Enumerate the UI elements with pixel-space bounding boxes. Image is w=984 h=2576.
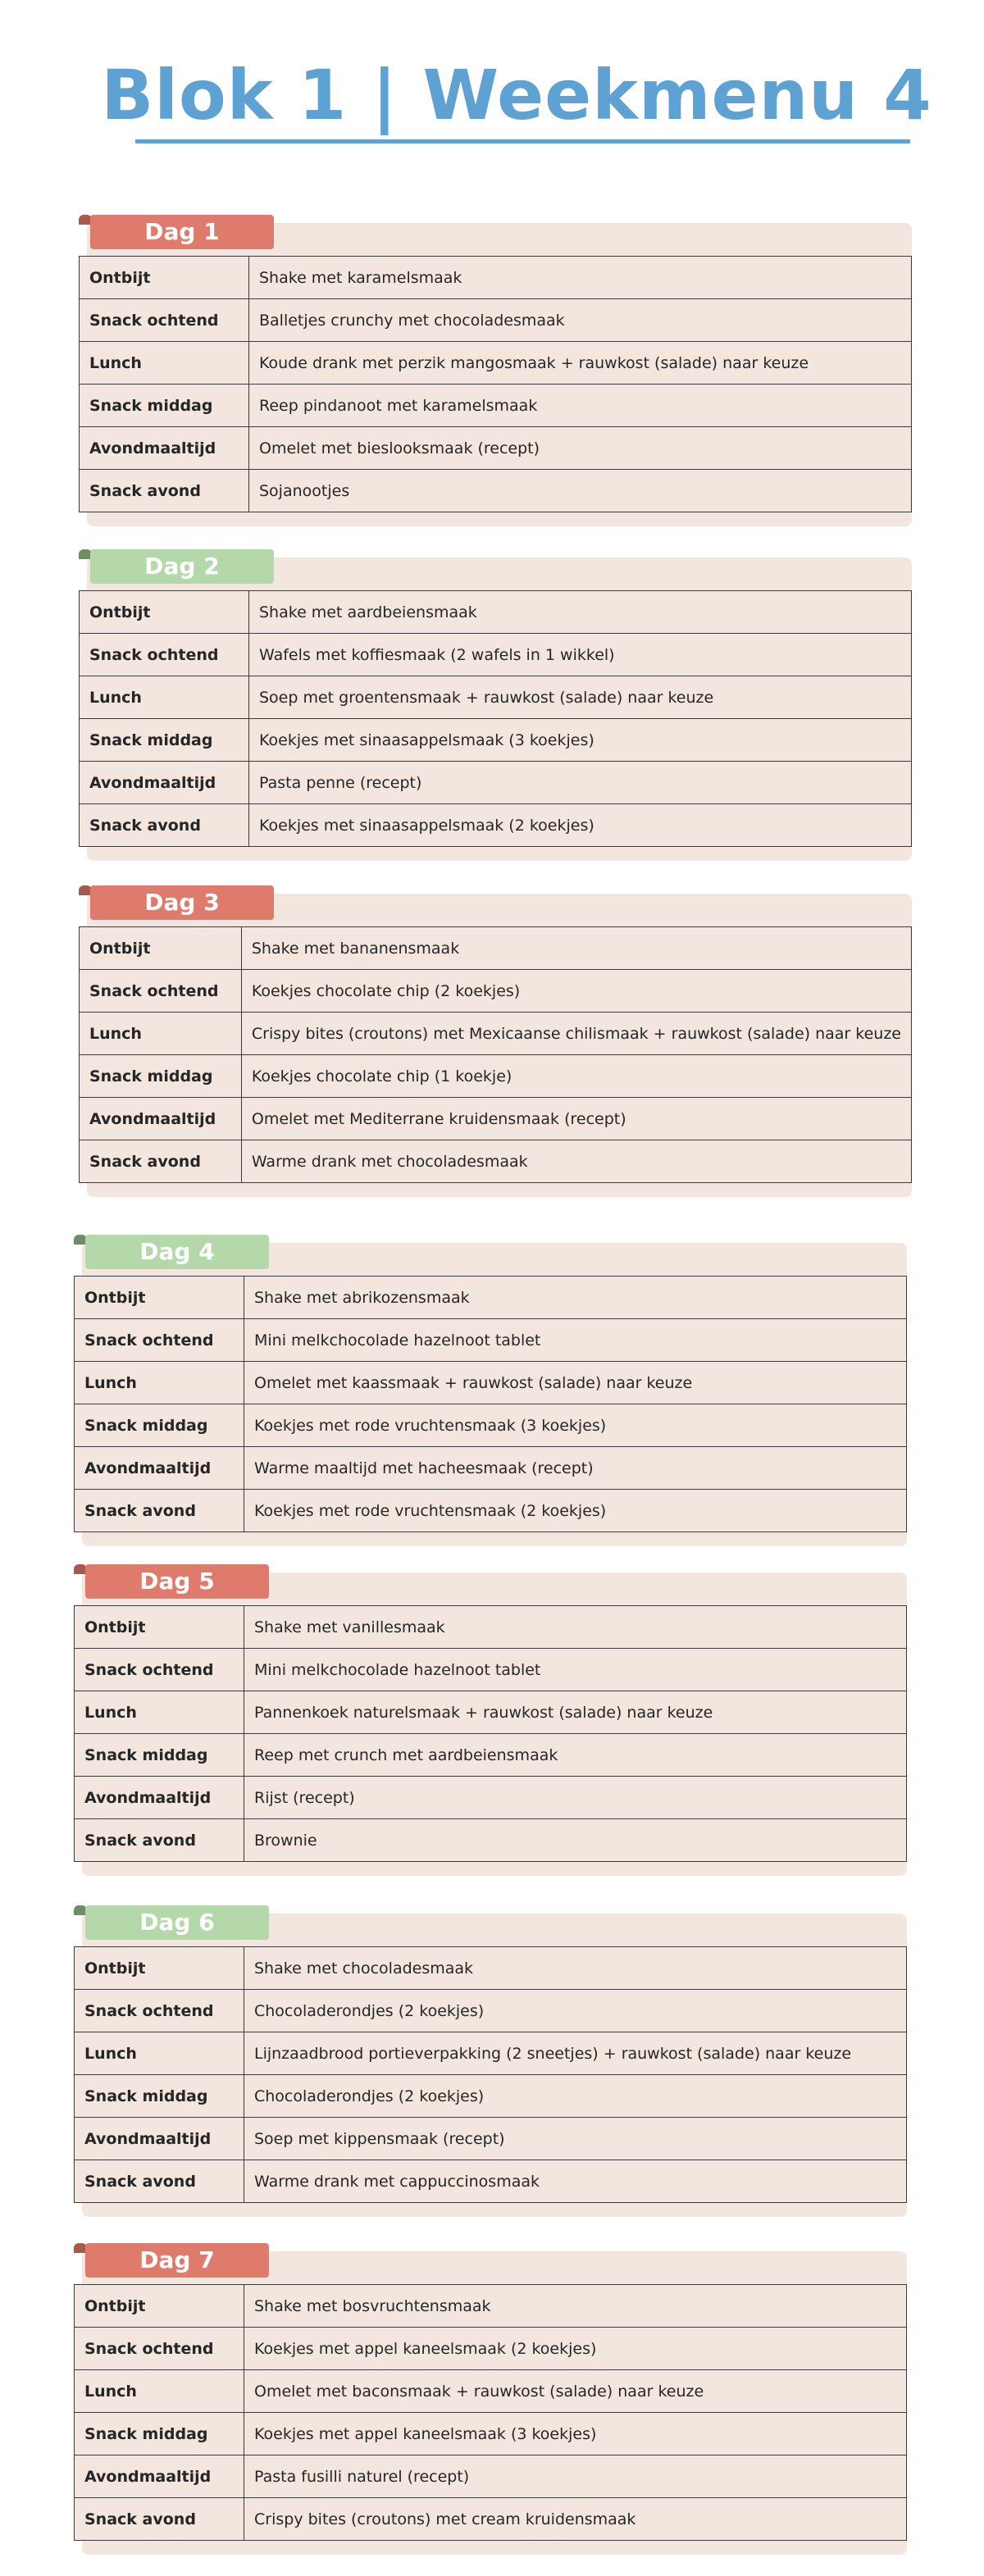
table-row [75, 2032, 907, 2075]
meal-item: Mini melkchocolade hazelnoot tablet [244, 1649, 907, 1691]
meal-item: Shake met bosvruchtensmaak [244, 2285, 907, 2328]
meal-label: Snack avond [80, 804, 249, 847]
meal-item: Warme drank met cappuccinosmaak [244, 2160, 907, 2203]
meal-label: Avondmaaltijd [80, 427, 249, 470]
meal-label: Snack avond [80, 1140, 242, 1183]
table-row [75, 1447, 907, 1490]
meal-item: Omelet met baconsmaak + rauwkost (salade) naar keuze [244, 2370, 907, 2413]
meal-label: Snack ochtend [75, 1319, 244, 1362]
meal-label: Snack avond [75, 1490, 244, 1532]
table-row [75, 1947, 907, 1990]
meal-label: Snack ochtend [80, 299, 249, 342]
meal-item: Omelet met kaassmaak + rauwkost (salade) naar keuze [244, 1362, 907, 1404]
meal-label: Snack ochtend [75, 2328, 244, 2370]
day-4-tab: Dag 4 [85, 1235, 269, 1269]
table-row [75, 2118, 907, 2160]
meal-label: Snack middag [80, 719, 249, 762]
day-7-menu-table [74, 2284, 907, 2541]
meal-label: Lunch [80, 1013, 242, 1055]
table-row [80, 719, 912, 762]
meal-label: Snack ochtend [75, 1990, 244, 2032]
meal-item: Koekjes met sinaasappelsmaak (3 koekjes) [249, 719, 912, 762]
meal-label: Snack ochtend [80, 970, 242, 1013]
day-7-tab: Dag 7 [85, 2243, 269, 2278]
meal-label: Lunch [75, 2032, 244, 2075]
meal-label: Snack avond [75, 2498, 244, 2541]
meal-label: Snack middag [75, 2413, 244, 2455]
meal-item: Reep pindanoot met karamelsmaak [249, 385, 912, 427]
page-title: Blok 1 | Weekmenu 4 [101, 55, 932, 135]
table-row [80, 342, 912, 385]
meal-item: Warme drank met chocoladesmaak [241, 1140, 911, 1183]
table-row [80, 1140, 912, 1183]
meal-item: Shake met vanillesmaak [244, 1606, 907, 1649]
meal-label: Snack middag [80, 385, 249, 427]
meal-item: Koekjes met rode vruchtensmaak (2 koekjes) [244, 1490, 907, 1532]
meal-label: Lunch [75, 1691, 244, 1734]
meal-item: Koekjes met appel kaneelsmaak (3 koekjes) [244, 2413, 907, 2455]
day-5-menu-table [74, 1605, 907, 1862]
meal-label: Snack middag [75, 1404, 244, 1447]
meal-label: Snack ochtend [75, 1649, 244, 1691]
table-row [75, 2075, 907, 2118]
meal-item: Chocoladerondjes (2 koekjes) [244, 1990, 907, 2032]
meal-item: Chocoladerondjes (2 koekjes) [244, 2075, 907, 2118]
meal-item: Omelet met Mediterrane kruidensmaak (recept) [241, 1098, 911, 1140]
table-row [75, 2328, 907, 2370]
meal-item: Pannenkoek naturelsmaak + rauwkost (salade) naar keuze [244, 1691, 907, 1734]
meal-label: Ontbijt [75, 1606, 244, 1649]
meal-item: Soep met kippensmaak (recept) [244, 2118, 907, 2160]
meal-item: Mini melkchocolade hazelnoot tablet [244, 1319, 907, 1362]
meal-label: Snack middag [75, 1734, 244, 1777]
meal-item: Koekjes chocolate chip (1 koekje) [241, 1055, 911, 1098]
meal-item: Shake met bananensmaak [241, 927, 911, 970]
table-row [80, 634, 912, 676]
table-row [75, 2160, 907, 2203]
table-row [80, 385, 912, 427]
day-4-menu-table [74, 1276, 907, 1532]
day-2-menu-table [79, 590, 912, 847]
meal-label: Avondmaaltijd [75, 1777, 244, 1819]
table-row [75, 1490, 907, 1532]
day-5-section [74, 1564, 907, 1876]
meal-label: Avondmaaltijd [80, 1098, 242, 1140]
table-row [80, 762, 912, 804]
table-row [75, 2455, 907, 2498]
meal-item: Pasta penne (recept) [249, 762, 912, 804]
meal-label: Ontbijt [75, 2285, 244, 2328]
meal-label: Snack middag [80, 1055, 242, 1098]
table-row [80, 927, 912, 970]
meal-label: Ontbijt [75, 1277, 244, 1319]
meal-item: Warme maaltijd met hacheesmaak (recept) [244, 1447, 907, 1490]
meal-label: Lunch [80, 342, 249, 385]
meal-label: Avondmaaltijd [75, 1447, 244, 1490]
meal-label: Ontbijt [80, 591, 249, 634]
meal-item: Rijst (recept) [244, 1777, 907, 1819]
day-1-tab: Dag 1 [90, 215, 274, 249]
table-row [75, 1404, 907, 1447]
table-row [75, 1319, 907, 1362]
meal-item: Shake met abrikozensmaak [244, 1277, 907, 1319]
table-row [75, 1277, 907, 1319]
meal-label: Snack avond [75, 2160, 244, 2203]
table-row [80, 299, 912, 342]
meal-item: Shake met karamelsmaak [249, 257, 912, 299]
table-row [75, 2498, 907, 2541]
meal-item: Shake met chocoladesmaak [244, 1947, 907, 1990]
day-4-section [74, 1235, 907, 1546]
day-1-section [79, 215, 912, 526]
table-row [80, 591, 912, 634]
table-row [75, 1691, 907, 1734]
table-row [80, 676, 912, 719]
meal-item: Reep met crunch met aardbeiensmaak [244, 1734, 907, 1777]
meal-item: Koude drank met perzik mangosmaak + rauwkost (salade) naar keuze [249, 342, 912, 385]
meal-item: Koekjes chocolate chip (2 koekjes) [241, 970, 911, 1013]
meal-item: Brownie [244, 1819, 907, 1862]
meal-label: Avondmaaltijd [75, 2455, 244, 2498]
meal-label: Ontbijt [75, 1947, 244, 1990]
table-row [75, 2370, 907, 2413]
day-6-section [74, 1905, 907, 2217]
meal-item: Shake met aardbeiensmaak [249, 591, 912, 634]
day-5-tab: Dag 5 [85, 1564, 269, 1599]
meal-item: Omelet met bieslooksmaak (recept) [249, 427, 912, 470]
day-2-section [79, 549, 912, 861]
day-2-tab: Dag 2 [90, 549, 274, 584]
table-row [75, 1777, 907, 1819]
meal-label: Snack middag [75, 2075, 244, 2118]
meal-label: Ontbijt [80, 927, 242, 970]
day-6-menu-table [74, 1946, 907, 2203]
day-3-tab: Dag 3 [90, 885, 274, 920]
meal-item: Soep met groentensmaak + rauwkost (salade) naar keuze [249, 676, 912, 719]
table-row [75, 1990, 907, 2032]
day-3-menu-table [79, 926, 912, 1183]
meal-label: Lunch [75, 1362, 244, 1404]
table-row [75, 1734, 907, 1777]
meal-item: Koekjes met sinaasappelsmaak (2 koekjes) [249, 804, 912, 847]
table-row [80, 1055, 912, 1098]
table-row [80, 1013, 912, 1055]
meal-item: Lijnzaadbrood portieverpakking (2 sneetjes) + rauwkost (salade) naar keuze [244, 2032, 907, 2075]
day-6-tab: Dag 6 [85, 1905, 269, 1940]
meal-label: Avondmaaltijd [75, 2118, 244, 2160]
meal-item: Balletjes crunchy met chocoladesmaak [249, 299, 912, 342]
day-7-section [74, 2243, 907, 2555]
meal-label: Snack ochtend [80, 634, 249, 676]
meal-item: Crispy bites (croutons) met Mexicaanse chilismaak + rauwkost (salade) naar keuze [241, 1013, 911, 1055]
table-row [80, 470, 912, 512]
meal-item: Crispy bites (croutons) met cream kruidensmaak [244, 2498, 907, 2541]
meal-label: Lunch [75, 2370, 244, 2413]
meal-item: Wafels met koffiesmaak (2 wafels in 1 wikkel) [249, 634, 912, 676]
meal-label: Lunch [80, 676, 249, 719]
meal-label: Avondmaaltijd [80, 762, 249, 804]
table-row [80, 427, 912, 470]
meal-item: Pasta fusilli naturel (recept) [244, 2455, 907, 2498]
meal-label: Snack avond [75, 1819, 244, 1862]
table-row [75, 1362, 907, 1404]
table-row [80, 970, 912, 1013]
table-row [75, 1819, 907, 1862]
table-row [75, 1606, 907, 1649]
day-3-section [79, 885, 912, 1197]
meal-label: Snack avond [80, 470, 249, 512]
table-row [80, 1098, 912, 1140]
title-underline [135, 139, 910, 143]
table-row [75, 2285, 907, 2328]
meal-item: Koekjes met rode vruchtensmaak (3 koekjes) [244, 1404, 907, 1447]
table-row [75, 2413, 907, 2455]
table-row [80, 257, 912, 299]
table-row [75, 1649, 907, 1691]
meal-item: Sojanootjes [249, 470, 912, 512]
day-1-menu-table [79, 256, 912, 512]
meal-label: Ontbijt [80, 257, 249, 299]
meal-item: Koekjes met appel kaneelsmaak (2 koekjes) [244, 2328, 907, 2370]
table-row [80, 804, 912, 847]
